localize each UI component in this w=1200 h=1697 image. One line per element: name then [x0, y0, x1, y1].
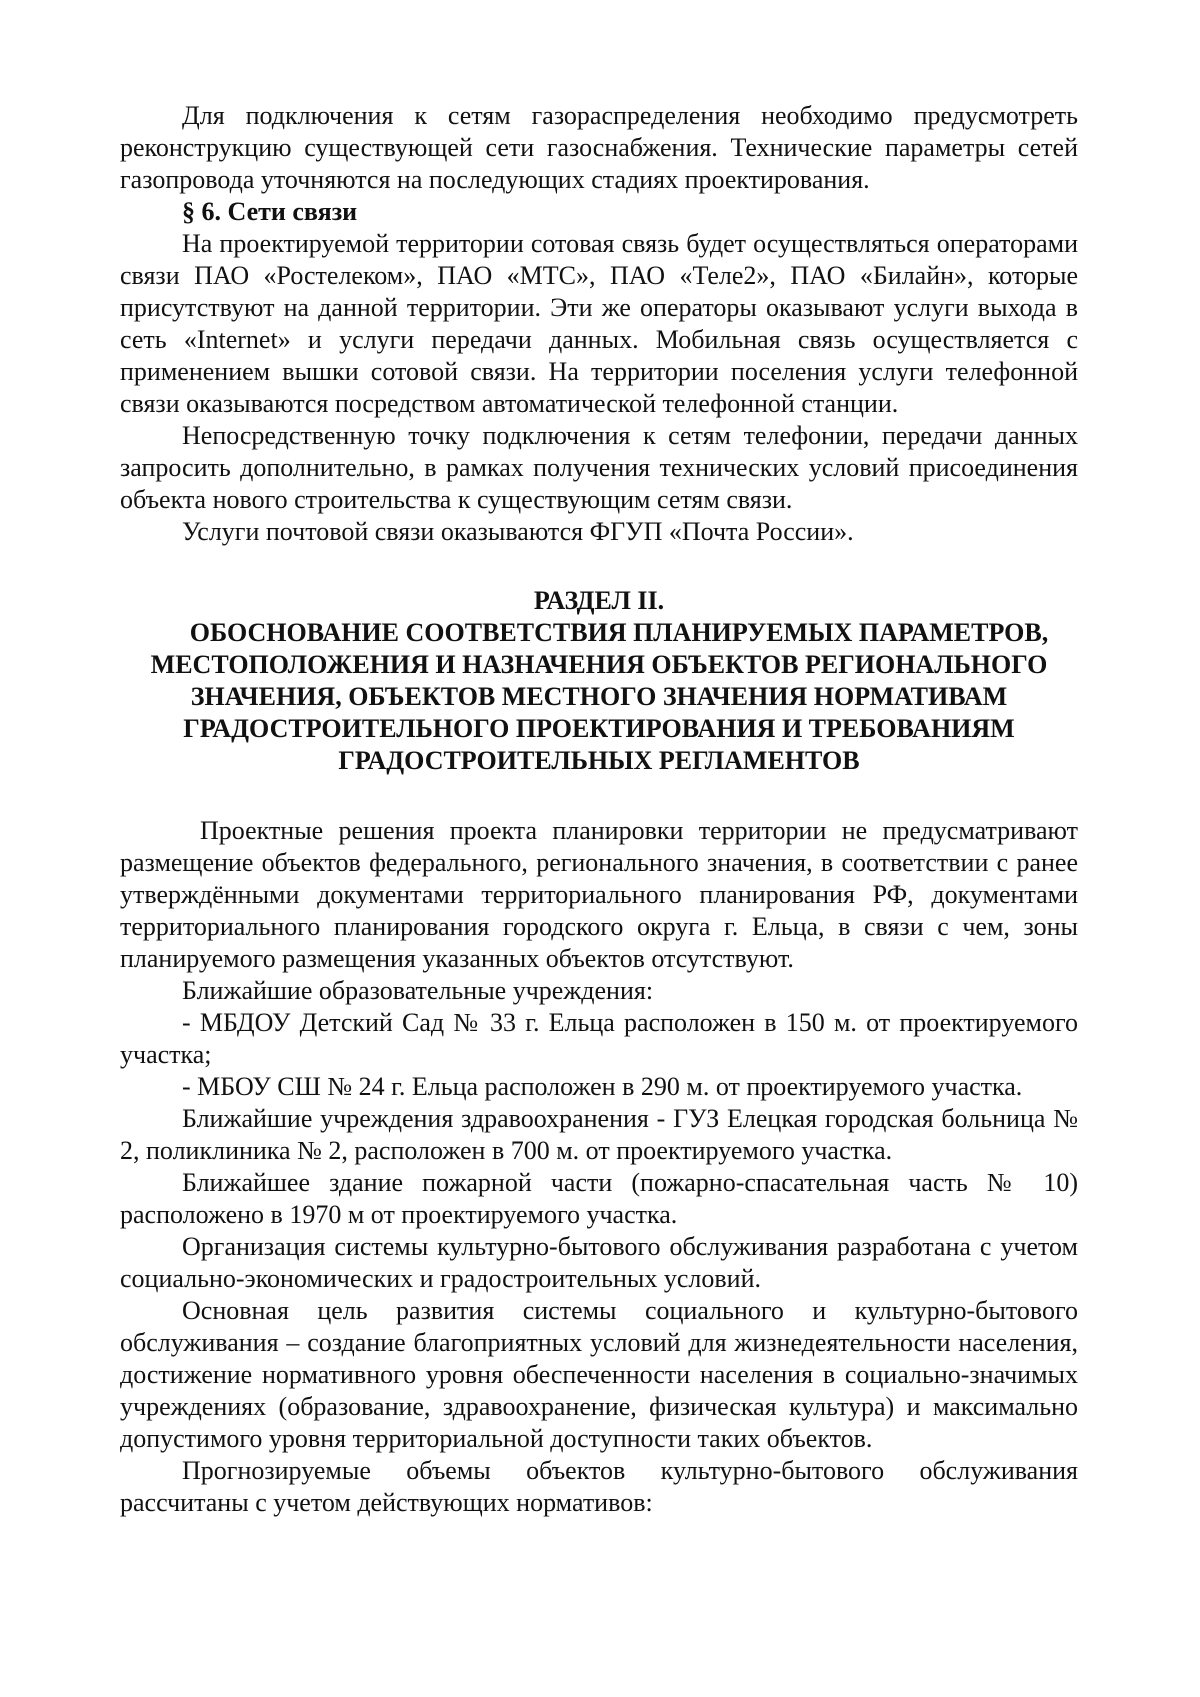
- paragraph-postal-service: Услуги почтовой связи оказываются ФГУП «Почта России».: [182, 517, 854, 546]
- paragraph-cultural-services: Организация системы культурно-бытового обслуживания разработана с учетом социально-экономических и градостроительных условий.: [120, 1232, 1078, 1293]
- section-heading: [120, 585, 1078, 777]
- paragraph-cellular-operators: На проектируемой территории сотовая связь будет осуществляться операторами связи ПАО «Ростелеком», ПАО «МТС», ПАО «Теле2», ПАО «Билайн», которые присутствуют на данной территории. Эти же операторы оказывают услуги выхода в сеть «Internet» и услуги передачи данных. Мобильная связь осуществляется с применением вышки сотовой связи. На территории поселения услуги телефонной связи оказываются посредством автоматической телефонной станции.: [120, 229, 1078, 418]
- list-item-school: - МБОУ СШ № 24 г. Ельца расположен в 290 м. от проектируемого участка.: [182, 1072, 1023, 1101]
- paragraph-fire-station: Ближайшее здание пожарной части (пожарно-спасательная часть № 10) расположено в 1970 м от проектируемого участка.: [120, 1168, 1078, 1229]
- paragraph-healthcare: Ближайшие учреждения здравоохранения - ГУЗ Елецкая городская больница № 2, поликлиника № 2, расположен в 700 м. от проектируемого участка.: [120, 1104, 1078, 1165]
- paragraph-project-decisions: Проектные решения проекта планировки территории не предусматривают размещение объектов федерального, регионального значения, в соответствии с ранее утверждёнными документами территориального планирования РФ, документами территориального планирования городского округа г. Ельца, в связи с чем, зоны планируемого размещения указанных объектов отсутствуют.: [120, 816, 1078, 973]
- section-title-line: ГРАДОСТРОИТЕЛЬНОГО ПРОЕКТИРОВАНИЯ И ТРЕБОВАНИЯМ: [183, 714, 1015, 743]
- paragraph-forecast-volumes: Прогнозируемые объемы объектов культурно-бытового обслуживания рассчитаны с учетом действующих нормативов:: [120, 1456, 1078, 1517]
- section-number: РАЗДЕЛ II.: [533, 586, 665, 615]
- document-body: [120, 100, 1078, 1519]
- paragraph-connection-point: Непосредственную точку подключения к сетям телефонии, передачи данных запросить дополнительно, в рамках получения технических условий присоединения объекта нового строительства к существующим сетям связи.: [120, 421, 1078, 514]
- section-title-line: ЗНАЧЕНИЯ, ОБЪЕКТОВ МЕСТНОГО ЗНАЧЕНИЯ НОРМАТИВАМ: [190, 682, 1008, 711]
- section-title-line: МЕСТОПОЛОЖЕНИЯ И НАЗНАЧЕНИЯ ОБЪЕКТОВ РЕГИОНАЛЬНОГО: [150, 650, 1048, 679]
- paragraph-gas-connection: Для подключения к сетям газораспределения необходимо предусмотреть реконструкцию существующей сети газоснабжения. Технические параметры сетей газопровода уточняются на последующих стадиях проектирования.: [120, 101, 1078, 194]
- paragraph-development-goal: Основная цель развития системы социального и культурно-бытового обслуживания – создание благоприятных условий для жизнедеятельности населения, достижение нормативного уровня обеспеченности населения в социально-значимых учреждениях (образование, здравоохранение, физическая культура) и максимально допустимого уровня территориальной доступности таких объектов.: [120, 1296, 1078, 1453]
- list-item-kindergarten: - МБДОУ Детский Сад № 33 г. Ельца расположен в 150 м. от проектируемого участка;: [120, 1008, 1078, 1069]
- paragraph-education-heading: Ближайшие образовательные учреждения:: [182, 976, 654, 1005]
- section-title-line: ГРАДОСТРОИТЕЛЬНЫХ РЕГЛАМЕНТОВ: [338, 746, 860, 775]
- subsection-title: § 6. Сети связи: [182, 197, 358, 226]
- section-title-line: ОБОСНОВАНИЕ СООТВЕТСТВИЯ ПЛАНИРУЕМЫХ ПАРАМЕТРОВ,: [189, 618, 1049, 647]
